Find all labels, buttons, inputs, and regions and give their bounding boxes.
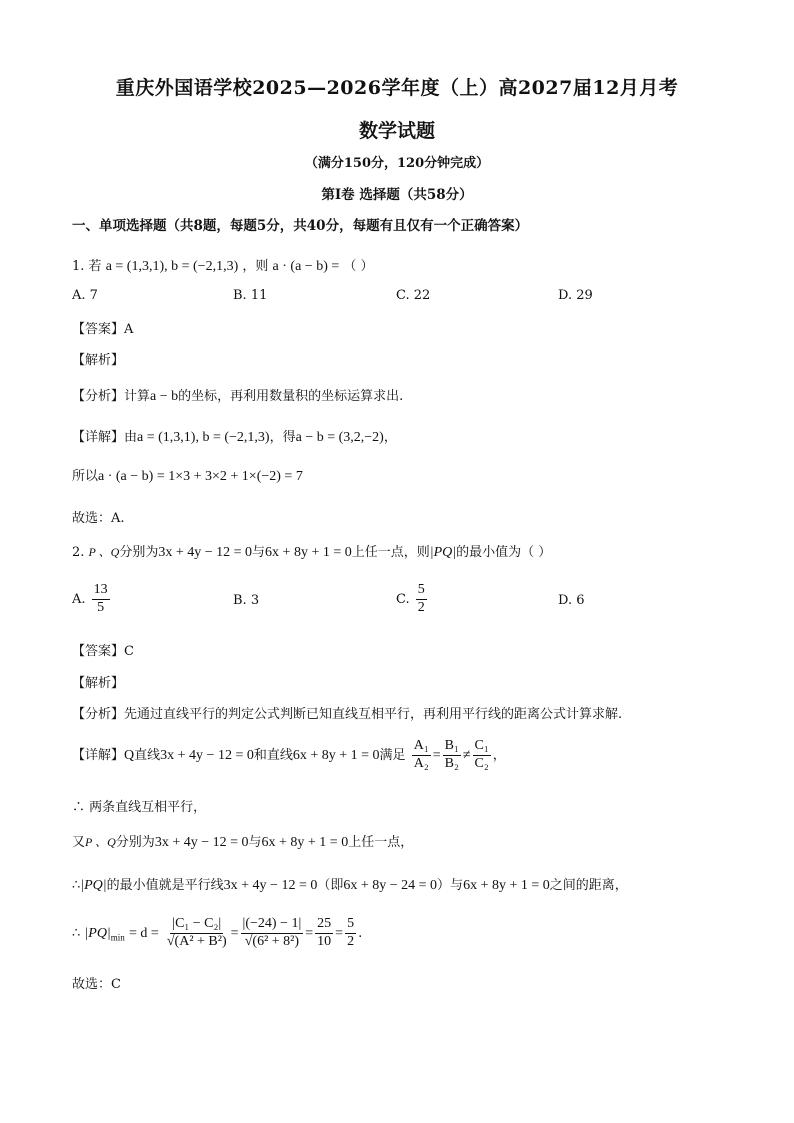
min-text: 的最小值就是平行线 bbox=[106, 878, 224, 893]
fraction-denominator: B₂ bbox=[444, 755, 459, 771]
min-text-3: ）与 bbox=[437, 878, 464, 893]
fraction-numerator: |(−24) − 1| bbox=[241, 916, 304, 934]
q1-blank: （ ） bbox=[343, 259, 374, 274]
q2-points: P 、Q bbox=[88, 545, 120, 559]
q1-choose: 故选：A. bbox=[72, 511, 125, 526]
min-pq-abs: |PQ| bbox=[80, 878, 107, 893]
therefore-symbol: ∴ bbox=[72, 925, 81, 941]
detail-text-end: ， bbox=[383, 430, 397, 445]
fraction-denominator: √(A² + B²) bbox=[166, 933, 227, 949]
calc-pq-abs: |PQ| bbox=[84, 925, 111, 941]
fraction-numerator: 25 bbox=[315, 916, 333, 934]
q2-option-b: B. 3 bbox=[233, 593, 260, 608]
analysis-text: 计算 bbox=[124, 389, 151, 404]
min-line-2: 6x + 8y + 1 = 0 bbox=[463, 878, 550, 893]
q1-analysis bbox=[72, 385, 403, 405]
q2-stem-text-2: 与 bbox=[252, 545, 266, 560]
min-text-2: （即 bbox=[317, 878, 344, 893]
fraction-numerator: |C₁ − C₂| bbox=[170, 916, 223, 934]
section-heading: 一、单项选择题（共8题，每题5分，共40分，每题有且仅有一个正确答案） bbox=[72, 218, 529, 234]
q1-number: 1. 若 bbox=[72, 259, 102, 274]
q2-option-c-label: C. bbox=[396, 591, 410, 607]
q1-detail bbox=[72, 426, 397, 446]
min-line-1b: 6x + 8y − 24 = 0 bbox=[343, 878, 438, 893]
q1-expression: a · (a − b) = bbox=[272, 259, 340, 274]
detail-label: 【详解】 bbox=[72, 430, 125, 445]
q1-jiexi: 【解析】 bbox=[72, 353, 125, 368]
q2-again bbox=[72, 831, 413, 851]
again-points: P 、Q bbox=[85, 835, 116, 849]
q2-stem bbox=[72, 541, 551, 561]
q1-option-c: C. 22 bbox=[396, 288, 431, 303]
detail-math-2: a − b = (3,2,−2) bbox=[295, 430, 384, 445]
not-equal-sign: ≠ bbox=[462, 747, 471, 763]
q1-option-a: A. 7 bbox=[72, 288, 98, 303]
q2-option-c-fraction bbox=[416, 582, 427, 617]
q2-option-d: D. 6 bbox=[558, 593, 585, 608]
min-line-1: 3x + 4y − 12 = 0 bbox=[223, 878, 318, 893]
fraction-denominator: 2 bbox=[347, 933, 355, 949]
q1-answer: 【答案】A bbox=[72, 322, 134, 337]
again-line-2: 6x + 8y + 1 = 0 bbox=[261, 835, 349, 850]
q2-option-a-fraction bbox=[92, 582, 110, 617]
again-text-2: 分别为 bbox=[115, 835, 155, 850]
q2-stem-end: 的最小值为（ ） bbox=[456, 545, 552, 560]
fraction-numerator: 13 bbox=[92, 582, 110, 600]
q2-stem-text: 分别为 bbox=[119, 545, 159, 560]
detail-text-mid: ，得 bbox=[269, 430, 296, 445]
min-text-4: 之间的距离， bbox=[549, 878, 628, 893]
q2-option-a-label: A. bbox=[72, 591, 86, 607]
detail-math-1: a = (1,3,1), b = (−2,1,3) bbox=[137, 430, 270, 445]
equals-sign: = bbox=[230, 925, 239, 941]
q2-pq-abs: |PQ| bbox=[429, 545, 457, 560]
fraction-numerator: C₁ bbox=[473, 738, 491, 756]
fraction-numerator: B₁ bbox=[443, 738, 461, 756]
analysis-label: 【分析】 bbox=[72, 389, 125, 404]
fraction-denominator: √(6² + 8²) bbox=[244, 933, 300, 949]
q2-analysis bbox=[72, 703, 622, 722]
again-text-3: 与 bbox=[248, 835, 262, 850]
q2-line-2: 6x + 8y + 1 = 0 bbox=[265, 545, 352, 560]
fraction-denominator: 10 bbox=[317, 933, 332, 949]
detail-text-2: 和直线 bbox=[253, 747, 293, 763]
fraction-denominator: 2 bbox=[417, 599, 425, 615]
therefore-symbol: ∴ bbox=[72, 878, 81, 893]
analysis-math: a − b bbox=[150, 389, 179, 404]
q2-choose: 故选：C bbox=[72, 977, 121, 992]
q2-jiexi: 【解析】 bbox=[72, 676, 125, 691]
detail-text-3: 满足 bbox=[379, 747, 406, 763]
fraction-numerator: 5 bbox=[416, 582, 427, 600]
ratio-b bbox=[443, 738, 461, 773]
distance-simplified bbox=[315, 916, 333, 951]
ratio-c bbox=[473, 738, 491, 773]
equals-sign: = bbox=[432, 747, 441, 763]
q1-so bbox=[72, 465, 303, 485]
analysis-text: 先通过直线平行的判定公式判断已知直线互相平行，再利用平行线的距离公式计算求解. bbox=[124, 707, 623, 722]
q2-calc bbox=[72, 916, 362, 951]
q2-stem-text-3: 上任一点，则 bbox=[351, 545, 430, 560]
detail-line-1: 3x + 4y − 12 = 0 bbox=[160, 747, 254, 763]
equals-sign: = bbox=[305, 925, 314, 941]
calc-min-subscript: min bbox=[110, 932, 125, 943]
distance-result bbox=[345, 916, 356, 951]
detail-text: 由 bbox=[124, 430, 138, 445]
exam-title: 重庆外国语学校2025—2026学年度（上）高2027届12月月考 bbox=[115, 77, 679, 99]
q2-parallel: ∴ 两条直线互相平行， bbox=[72, 800, 207, 815]
distance-substituted bbox=[241, 916, 304, 951]
detail-line-2: 6x + 8y + 1 = 0 bbox=[292, 747, 380, 763]
q2-min bbox=[72, 874, 628, 894]
q1-stem-text: ，则 bbox=[242, 259, 269, 274]
analysis-text-end: 的坐标，再利用数量积的坐标运算求出. bbox=[178, 389, 404, 404]
exam-subject: 数学试题 bbox=[358, 120, 435, 142]
analysis-label: 【分析】 bbox=[72, 707, 125, 722]
q1-option-d: D. 29 bbox=[558, 288, 593, 303]
q1-stem bbox=[72, 255, 374, 275]
q1-vectors: a = (1,3,1), b = (−2,1,3) bbox=[105, 259, 239, 274]
fraction-numerator: A₁ bbox=[412, 738, 431, 756]
q2-option-a bbox=[72, 582, 112, 617]
detail-label: 【详解】 bbox=[72, 747, 125, 763]
ratio-a bbox=[412, 738, 431, 773]
q2-line-1: 3x + 4y − 12 = 0 bbox=[158, 545, 253, 560]
part-heading: 第Ⅰ卷 选择题（共58分） bbox=[321, 187, 473, 203]
fraction-denominator: C₂ bbox=[474, 755, 489, 771]
exam-note: （满分150分，120分钟完成） bbox=[304, 156, 490, 171]
calc-equals-d: = d = bbox=[128, 925, 159, 941]
q2-number: 2. bbox=[72, 545, 85, 560]
distance-formula bbox=[165, 916, 229, 951]
again-text: 又 bbox=[72, 835, 86, 850]
fraction-denominator: A₂ bbox=[413, 755, 429, 771]
q2-option-c bbox=[396, 582, 429, 617]
q1-option-b: B. 11 bbox=[233, 288, 268, 303]
fraction-numerator: 5 bbox=[345, 916, 356, 934]
again-line-1: 3x + 4y − 12 = 0 bbox=[154, 835, 249, 850]
because-symbol: Q bbox=[124, 747, 135, 763]
q2-detail bbox=[72, 738, 506, 773]
q2-answer: 【答案】C bbox=[72, 644, 134, 659]
detail-text: 直线 bbox=[134, 747, 161, 763]
again-text-end: 上任一点， bbox=[348, 835, 414, 850]
calc-end: . bbox=[358, 925, 363, 941]
fraction-denominator: 5 bbox=[97, 599, 105, 615]
so-text: 所以 bbox=[72, 469, 99, 484]
so-math: a · (a − b) = 1×3 + 3×2 + 1×(−2) = 7 bbox=[98, 469, 303, 484]
equals-sign: = bbox=[335, 925, 344, 941]
detail-text-end: ， bbox=[492, 747, 506, 763]
